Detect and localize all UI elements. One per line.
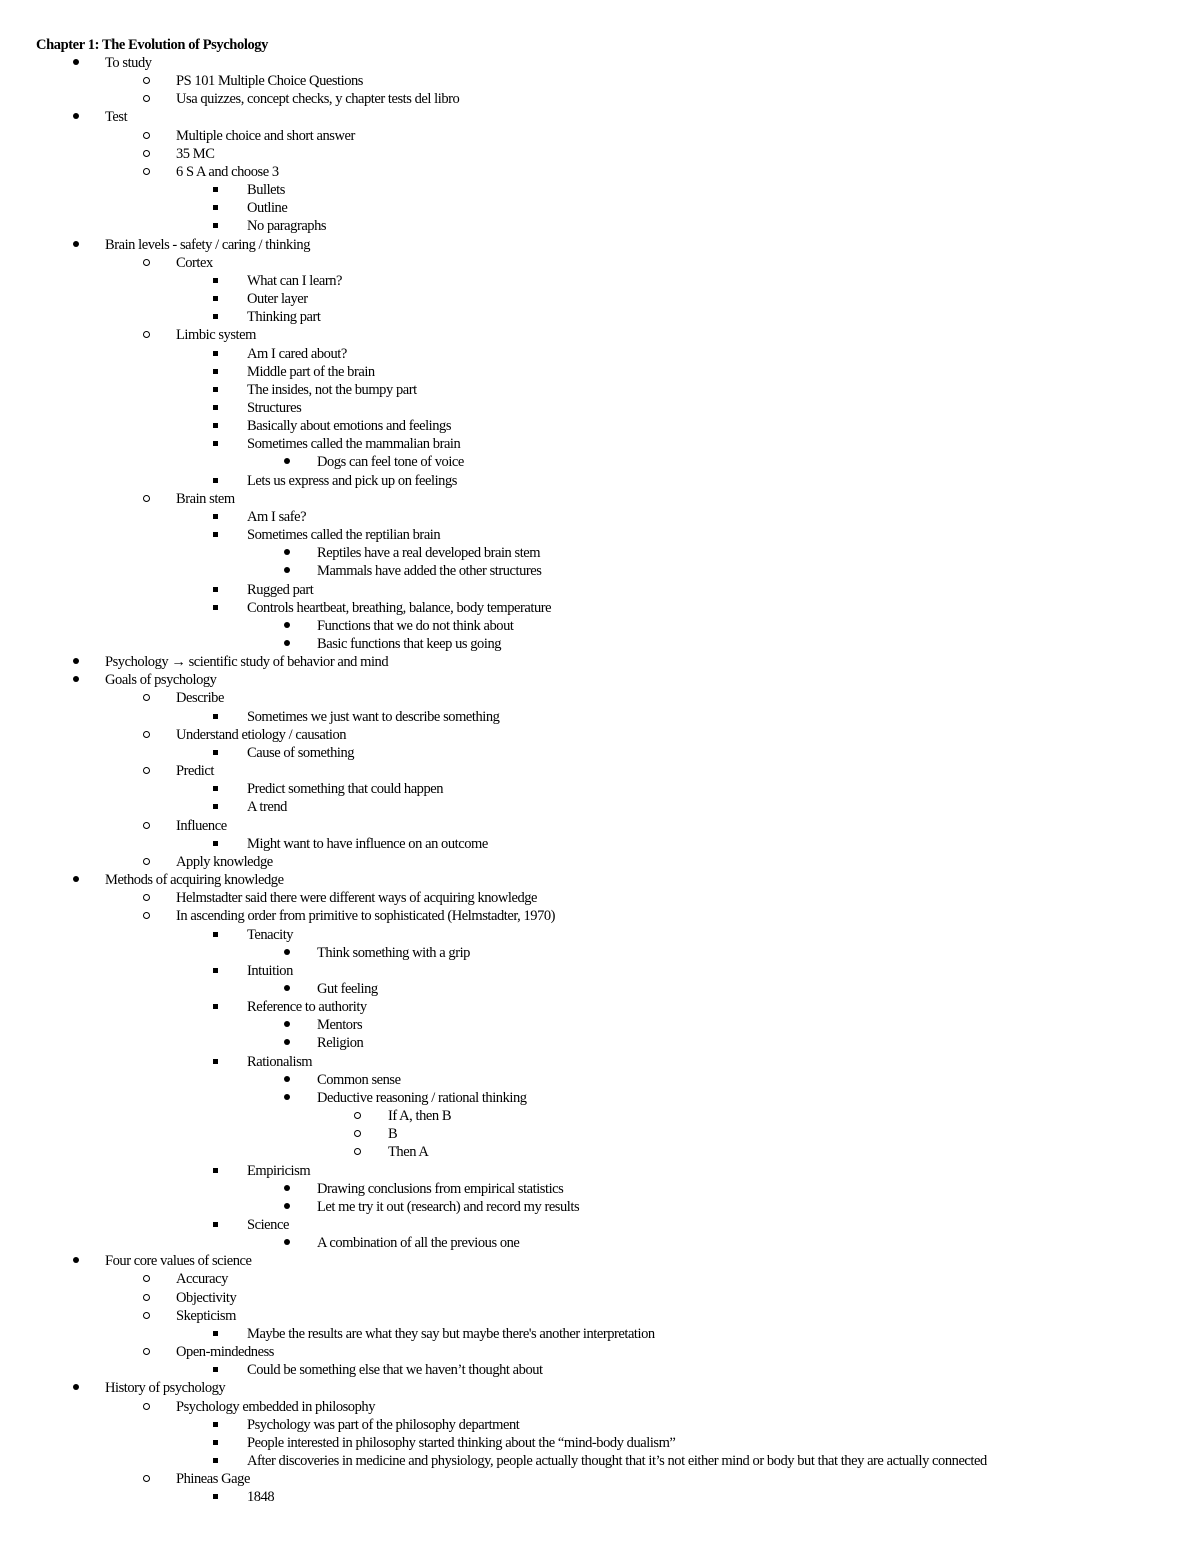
- outline-item-text: Empiricism: [247, 1162, 311, 1179]
- bullet-glyph: [143, 331, 150, 338]
- outline-item-text: B: [388, 1126, 398, 1143]
- outline-item-text: Limbic system: [176, 327, 256, 344]
- bullet-glyph: [284, 949, 290, 955]
- bullet-glyph: [213, 587, 218, 592]
- bullet-glyph: [213, 1367, 218, 1372]
- bullet-glyph: [213, 714, 218, 719]
- bullet-glyph: [213, 932, 218, 937]
- outline-item: [0, 1016, 1200, 1034]
- outline-item-text: Let me try it out (research) and record my results: [317, 1198, 580, 1215]
- page-title: Chapter 1: The Evolution of Psychology: [36, 37, 268, 53]
- outline-item-text: Phineas Gage: [176, 1471, 250, 1488]
- outline-item: [0, 762, 1200, 780]
- outline-item-text: Dogs can feel tone of voice: [317, 454, 464, 471]
- bullet-glyph: [213, 1004, 218, 1009]
- outline-item-text: Deductive reasoning / rational thinking: [317, 1089, 527, 1106]
- outline-item: [0, 72, 1200, 90]
- outline-item: [0, 1125, 1200, 1143]
- outline-item: [0, 889, 1200, 907]
- outline-item: [0, 1398, 1200, 1416]
- outline-item: [0, 1325, 1200, 1343]
- bullet-glyph: [213, 423, 218, 428]
- bullet-glyph: [213, 804, 218, 809]
- outline-item: [0, 217, 1200, 235]
- outline-item: [0, 1089, 1200, 1107]
- bullet-glyph: [284, 640, 290, 646]
- bullet-glyph: [73, 876, 79, 882]
- outline-item-text: After discoveries in medicine and physiology, people actually thought that it’s not either mind or body but that they are actually connected: [247, 1453, 987, 1470]
- bullet-glyph: [73, 59, 79, 65]
- outline-item-text: Apply knowledge: [176, 853, 273, 870]
- outline-item-text: Controls heartbeat, breathing, balance, body temperature: [247, 599, 552, 616]
- outline-item: [0, 835, 1200, 853]
- outline-item: [0, 290, 1200, 308]
- bullet-glyph: [143, 822, 150, 829]
- outline-item-text: Outer layer: [247, 291, 308, 308]
- bullet-glyph: [143, 858, 150, 865]
- outline-item-text: Science: [247, 1217, 289, 1233]
- bullet-glyph: [213, 841, 218, 846]
- outline-item-text: Open-mindedness: [176, 1344, 274, 1361]
- outline-item-text: Methods of acquiring knowledge: [105, 872, 284, 889]
- bullet-glyph: [354, 1148, 361, 1155]
- outline-item: [0, 926, 1200, 944]
- bullet-glyph: [284, 985, 290, 991]
- outline-item-text: Am I cared about?: [247, 345, 347, 362]
- bullet-glyph: [354, 1112, 361, 1119]
- outline-item: [0, 853, 1200, 871]
- outline-item-text: Thinking part: [247, 309, 321, 326]
- outline-item: [0, 1470, 1200, 1488]
- bullet-glyph: [284, 1076, 290, 1082]
- outline-item-text: Accuracy: [176, 1271, 228, 1288]
- outline-item: [0, 526, 1200, 544]
- bullet-glyph: [143, 1294, 150, 1301]
- outline-item: [0, 272, 1200, 290]
- outline-item: [0, 599, 1200, 617]
- bullet-glyph: [143, 694, 150, 701]
- outline-item: [0, 1071, 1200, 1089]
- bullet-glyph: [73, 1384, 79, 1390]
- bullet-glyph: [143, 168, 150, 175]
- outline-item: [0, 1270, 1200, 1288]
- outline-item-text: Rugged part: [247, 581, 314, 598]
- outline-item-text: The insides, not the bumpy part: [247, 381, 417, 398]
- outline-item-text: Bullets: [247, 182, 285, 199]
- bullet-glyph: [213, 514, 218, 519]
- bullet-glyph: [143, 132, 150, 139]
- outline-item-text: Functions that we do not think about: [317, 617, 514, 634]
- bullet-glyph: [213, 387, 218, 392]
- outline-item: [0, 1307, 1200, 1325]
- outline-item: [0, 562, 1200, 580]
- outline-item: [0, 1488, 1200, 1506]
- outline-item: [0, 1252, 1200, 1270]
- outline-item-text: If A, then B: [388, 1108, 452, 1125]
- outline-item: [0, 653, 1200, 671]
- outline-item-text: Then A: [388, 1144, 429, 1161]
- outline-item-text: Might want to have influence on an outcome: [247, 835, 488, 852]
- outline-item: [0, 345, 1200, 363]
- outline-item-text: No paragraphs: [247, 218, 327, 235]
- outline-item-text: Religion: [317, 1035, 364, 1052]
- outline-item-text: Reptiles have a real developed brain stem: [317, 545, 541, 562]
- outline-item: [0, 1198, 1200, 1216]
- bullet-glyph: [143, 767, 150, 774]
- outline-item-text: Rationalism: [247, 1053, 313, 1070]
- outline-item-text: Helmstadter said there were different ways of acquiring knowledge: [176, 890, 538, 907]
- bullet-glyph: [354, 1130, 361, 1137]
- bullet-glyph: [213, 1222, 218, 1227]
- bullet-glyph: [143, 495, 150, 502]
- outline-item: [0, 817, 1200, 835]
- outline-item-text: Sometimes we just want to describe something: [247, 708, 500, 725]
- outline-item: [0, 1343, 1200, 1361]
- outline-item: [0, 254, 1200, 272]
- bullet-glyph: [284, 458, 290, 464]
- bullet-glyph: [143, 1475, 150, 1482]
- bullet-glyph: [143, 1275, 150, 1282]
- bullet-glyph: [73, 113, 79, 119]
- outline-item-text: A combination of all the previous one: [317, 1235, 520, 1252]
- outline-item: [0, 127, 1200, 145]
- outline-item-text: Influence: [176, 817, 227, 834]
- bullet-glyph: [143, 1403, 150, 1410]
- outline-item-text: Mentors: [317, 1017, 363, 1034]
- bullet-glyph: [284, 1203, 290, 1209]
- outline-item-text: What can I learn?: [247, 272, 342, 289]
- outline-item-text: PS 101 Multiple Choice Questions: [176, 73, 363, 90]
- bullet-glyph: [284, 567, 290, 573]
- outline-item: [0, 145, 1200, 163]
- bullet-glyph: [213, 786, 218, 791]
- bullet-glyph: [213, 532, 218, 537]
- outline-item: [0, 435, 1200, 453]
- bullet-glyph: [213, 1168, 218, 1173]
- bullet-glyph: [213, 187, 218, 192]
- outline-item-text: Could be something else that we haven’t thought about: [247, 1362, 543, 1379]
- outline-item: [0, 1416, 1200, 1434]
- outline-item-text: Skepticism: [176, 1307, 236, 1324]
- outline-item: [0, 1379, 1200, 1397]
- outline-item: [0, 944, 1200, 962]
- bullet-glyph: [213, 605, 218, 610]
- bullet-glyph: [143, 912, 150, 919]
- outline-item-text: 1848: [247, 1489, 275, 1506]
- outline-item: [0, 236, 1200, 254]
- bullet-glyph: [73, 1257, 79, 1263]
- outline-item: [0, 363, 1200, 381]
- bullet-glyph: [143, 77, 150, 84]
- outline-item: [0, 1107, 1200, 1125]
- bullet-glyph: [143, 894, 150, 901]
- outline-item-text: Common sense: [317, 1071, 401, 1088]
- outline-list: [0, 54, 1200, 1507]
- outline-item: [0, 199, 1200, 217]
- outline-item-text: Test: [105, 109, 128, 126]
- bullet-glyph: [213, 1331, 218, 1336]
- outline-item-text: Describe: [176, 690, 224, 707]
- outline-item-text: Understand etiology / causation: [176, 726, 347, 743]
- bullet-glyph: [213, 1440, 218, 1445]
- outline-item: [0, 962, 1200, 980]
- outline-item: [0, 1143, 1200, 1161]
- bullet-glyph: [284, 622, 290, 628]
- outline-item: [0, 1434, 1200, 1452]
- outline-item: [0, 671, 1200, 689]
- outline-item: [0, 490, 1200, 508]
- outline-item: [0, 1216, 1200, 1234]
- outline-item-text: Psychology embedded in philosophy: [176, 1398, 376, 1415]
- bullet-glyph: [213, 351, 218, 356]
- outline-item: [0, 181, 1200, 199]
- bullet-glyph: [213, 1422, 218, 1427]
- bullet-glyph: [213, 1059, 218, 1064]
- outline-item-text: Predict: [176, 763, 214, 780]
- outline-item-text: Brain levels - safety / caring / thinking: [105, 236, 311, 253]
- bullet-glyph: [143, 150, 150, 157]
- outline-item: [0, 780, 1200, 798]
- outline-item-text: Mammals have added the other structures: [317, 563, 542, 580]
- outline-item: [0, 417, 1200, 435]
- outline-item: [0, 472, 1200, 490]
- outline-item-text: Structures: [247, 399, 302, 416]
- outline-item: [0, 1361, 1200, 1379]
- outline-item-text: Brain stem: [176, 490, 235, 507]
- outline-item-text: Maybe the results are what they say but maybe there's another interpretation: [247, 1325, 655, 1342]
- outline-item: [0, 544, 1200, 562]
- outline-item: [0, 798, 1200, 816]
- bullet-glyph: [73, 658, 79, 664]
- outline-item: [0, 980, 1200, 998]
- outline-item: [0, 744, 1200, 762]
- outline-item-text: Lets us express and pick up on feelings: [247, 472, 457, 489]
- outline-item: [0, 871, 1200, 889]
- outline-item: [0, 399, 1200, 417]
- outline-item-text: Sometimes called the mammalian brain: [247, 436, 461, 453]
- bullet-glyph: [213, 750, 218, 755]
- outline-item-text: 35 MC: [176, 145, 215, 162]
- bullet-glyph: [213, 278, 218, 283]
- outline-item-text: Think something with a grip: [317, 944, 470, 961]
- bullet-glyph: [213, 314, 218, 319]
- outline-item-text: Reference to authority: [247, 999, 367, 1016]
- bullet-glyph: [143, 731, 150, 738]
- outline-item-text: People interested in philosophy started thinking about the “mind-body dualism”: [247, 1434, 676, 1451]
- outline-item-text: A trend: [247, 799, 287, 816]
- bullet-glyph: [73, 241, 79, 247]
- outline-item: [0, 381, 1200, 399]
- outline-item-text: Psychology → scientific study of behavior and mind: [105, 654, 389, 671]
- outline-item-text: Four core values of science: [105, 1253, 252, 1270]
- bullet-glyph: [284, 1021, 290, 1027]
- outline-item: [0, 108, 1200, 126]
- outline-item-text: Am I safe?: [247, 508, 307, 525]
- outline-item: [0, 726, 1200, 744]
- outline-item: [0, 1053, 1200, 1071]
- outline-item: [0, 90, 1200, 108]
- outline-item-text: Tenacity: [247, 926, 294, 943]
- outline-item: [0, 326, 1200, 344]
- outline-item-text: History of psychology: [105, 1380, 226, 1397]
- outline-item-text: Basically about emotions and feelings: [247, 418, 452, 435]
- bullet-glyph: [213, 223, 218, 228]
- outline-item: [0, 581, 1200, 599]
- outline-item-text: Outline: [247, 200, 288, 217]
- bullet-glyph: [284, 1094, 290, 1100]
- bullet-glyph: [143, 259, 150, 266]
- outline-item: [0, 1234, 1200, 1252]
- outline-item-text: Middle part of the brain: [247, 363, 375, 380]
- outline-item-text: Intuition: [247, 962, 293, 979]
- outline-item: [0, 998, 1200, 1016]
- bullet-glyph: [213, 405, 218, 410]
- outline-item: [0, 689, 1200, 707]
- outline-item: [0, 907, 1200, 925]
- outline-item: [0, 635, 1200, 653]
- outline-item-text: Psychology was part of the philosophy department: [247, 1416, 520, 1433]
- outline-item: [0, 453, 1200, 471]
- bullet-glyph: [143, 1348, 150, 1355]
- bullet-glyph: [284, 1185, 290, 1191]
- outline-item: [0, 1162, 1200, 1180]
- outline-item-text: Sometimes called the reptilian brain: [247, 527, 441, 544]
- outline-item-text: Usa quizzes, concept checks, y chapter tests del libro: [176, 91, 460, 108]
- bullet-glyph: [284, 1039, 290, 1045]
- bullet-glyph: [213, 441, 218, 446]
- outline-item-text: Gut feeling: [317, 980, 378, 997]
- outline-item-text: Objectivity: [176, 1289, 237, 1306]
- outline-item: [0, 1452, 1200, 1470]
- bullet-glyph: [213, 1458, 218, 1463]
- outline-item-text: Drawing conclusions from empirical statistics: [317, 1180, 564, 1197]
- bullet-glyph: [284, 1239, 290, 1245]
- bullet-glyph: [284, 549, 290, 555]
- bullet-glyph: [213, 478, 218, 483]
- outline-item-text: To study: [105, 55, 152, 71]
- bullet-glyph: [213, 369, 218, 374]
- bullet-glyph: [143, 95, 150, 102]
- outline-item: [0, 54, 1200, 72]
- bullet-glyph: [213, 1494, 218, 1499]
- outline-item: [0, 508, 1200, 526]
- outline-item-text: Cause of something: [247, 744, 355, 761]
- bullet-glyph: [73, 676, 79, 682]
- outline-item: [0, 1034, 1200, 1052]
- bullet-glyph: [143, 1312, 150, 1319]
- bullet-glyph: [213, 296, 218, 301]
- outline-item: [0, 163, 1200, 181]
- bullet-glyph: [213, 205, 218, 210]
- bullet-glyph: [213, 968, 218, 973]
- outline-item: [0, 708, 1200, 726]
- outline-item-text: Basic functions that keep us going: [317, 636, 502, 652]
- outline-item-text: Predict something that could happen: [247, 781, 444, 798]
- outline-item-text: In ascending order from primitive to sophisticated (Helmstadter, 1970): [176, 908, 556, 925]
- outline-item-text: Multiple choice and short answer: [176, 127, 355, 144]
- outline-item: [0, 1289, 1200, 1307]
- outline-item: [0, 617, 1200, 635]
- outline-item: [0, 308, 1200, 326]
- outline-item-text: Goals of psychology: [105, 672, 217, 689]
- outline-item-text: Cortex: [176, 254, 213, 271]
- outline-item: [0, 1180, 1200, 1198]
- outline-item-text: 6 S A and choose 3: [176, 163, 279, 180]
